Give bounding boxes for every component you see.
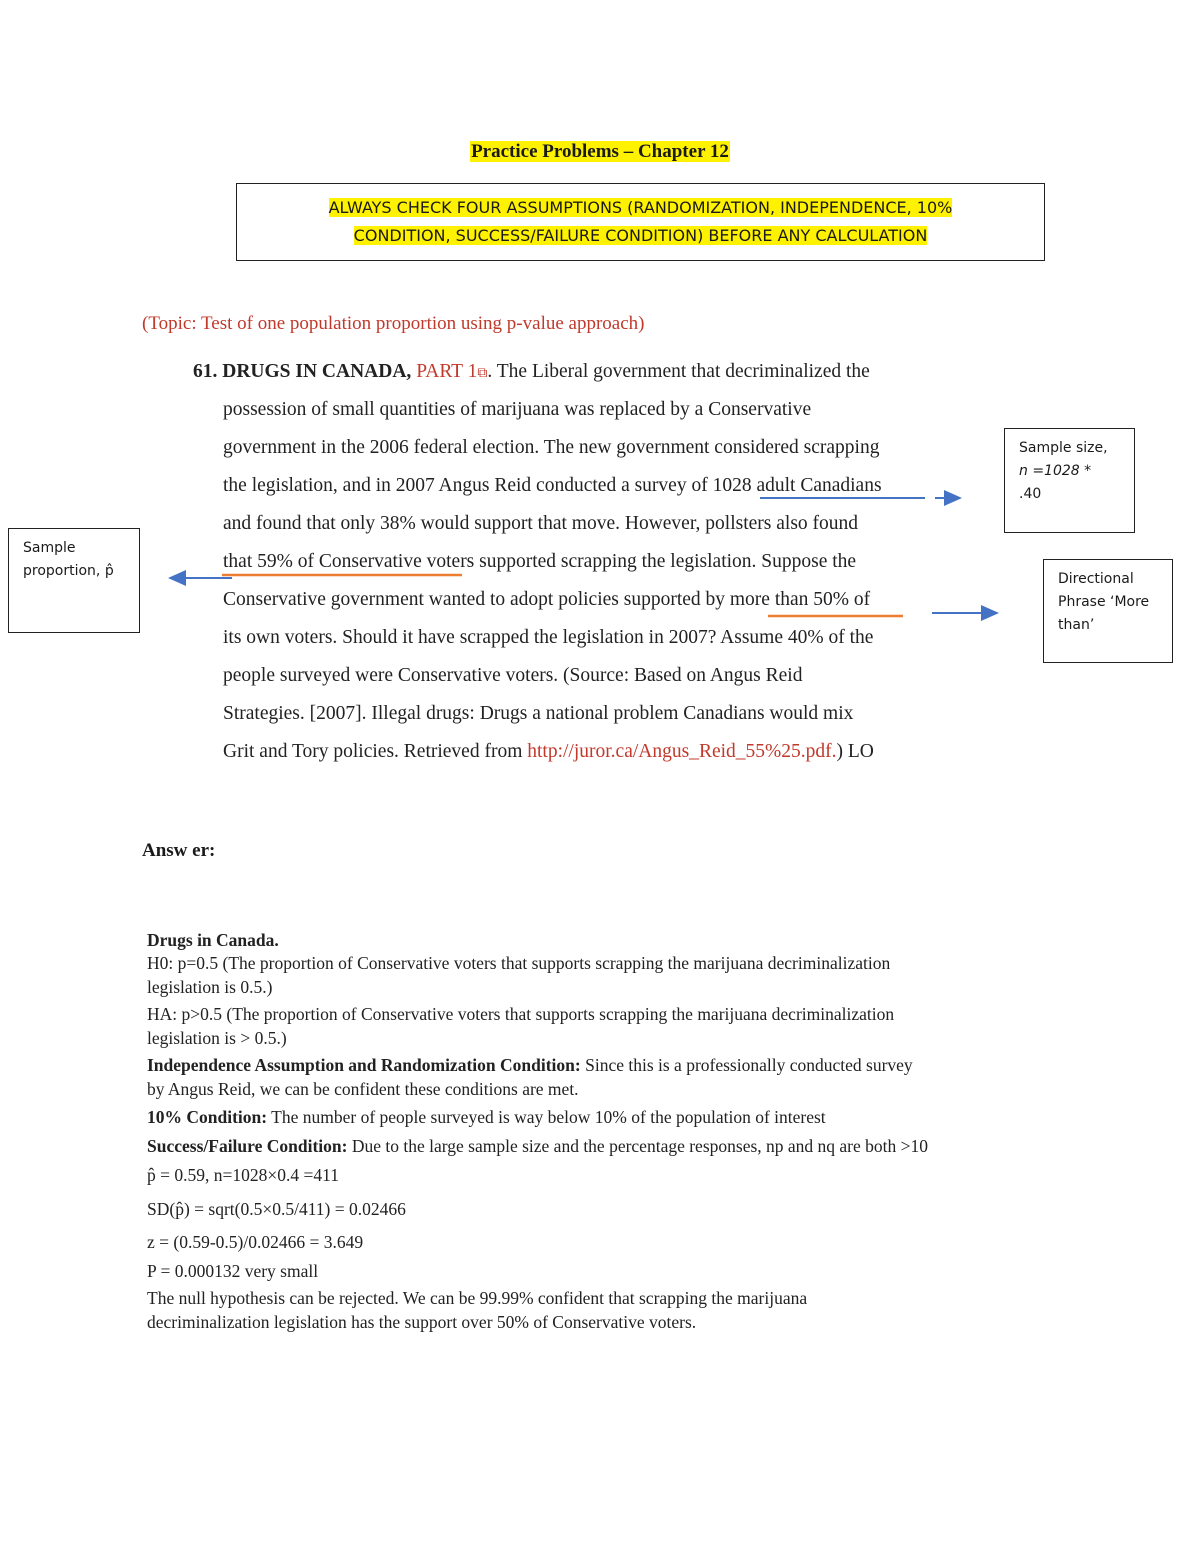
problem-line: Strategies. [2007]. Illegal drugs: Drugs a national problem Canadians would mix xyxy=(223,703,854,724)
problem-line: its own voters. Should it have scrapped the legislation in 2007? Assume 40% of the xyxy=(223,627,874,648)
source-link[interactable]: http://juror.ca/Angus_Reid_55%25.pdf. xyxy=(527,741,837,762)
standard-deviation-calc: SD(p̂) = sqrt(0.5×0.5/411) = 0.02466 xyxy=(147,1199,406,1219)
z-score-calc: z = (0.59-0.5)/0.02466 = 3.649 xyxy=(147,1232,364,1252)
conclusion-cont: decriminalization legislation has the support over 50% of Conservative voters. xyxy=(147,1312,697,1332)
problem-line: Conservative government wanted to adopt policies supported by more than 50% of xyxy=(223,589,871,610)
independence-condition-cont: by Angus Reid, we can be confident these conditions are met. xyxy=(147,1079,579,1099)
problem-line: possession of small quantities of marijuana was replaced by a Conservative xyxy=(223,399,812,420)
success-failure-condition: Success/Failure Condition: Due to the large sample size and the percentage responses, np and nq are both >10 xyxy=(147,1136,929,1156)
problem-last-line: Grit and Tory policies. Retrieved from http://juror.ca/Angus_Reid_55%25.pdf.) LO xyxy=(223,741,874,762)
p-value: P = 0.000132 very small xyxy=(147,1261,319,1281)
answer-label: Answ er: xyxy=(142,840,216,861)
problem-line: government in the 2006 federal election. The new government considered scrapping xyxy=(223,437,880,458)
callout-sample-proportion: Sample proportion, p̂ xyxy=(8,528,140,633)
problem-line: people surveyed were Conservative voters. (Source: Based on Angus Reid xyxy=(223,665,803,686)
callout-sample-size: Sample size, n =1028 * .40 xyxy=(1004,428,1135,533)
problem-line: and found that only 38% would support that move. However, pollsters also found xyxy=(223,513,859,534)
problem-part-link[interactable]: PART 1 xyxy=(416,361,478,382)
assumptions-line-1: ALWAYS CHECK FOUR ASSUMPTIONS (RANDOMIZATION, INDEPENDENCE, 10% xyxy=(328,198,953,217)
problem-line: . The Liberal government that decriminalized the xyxy=(487,361,870,382)
null-hypothesis: H0: p=0.5 (The proportion of Conservative voters that supports scrapping the marijuana decriminalization xyxy=(147,953,891,973)
answer-heading: Drugs in Canada. xyxy=(147,930,279,950)
null-hypothesis-cont: legislation is 0.5.) xyxy=(147,977,273,997)
sample-proportion-calc: p̂ = 0.59, n=1028×0.4 =411 xyxy=(147,1165,339,1185)
conclusion: The null hypothesis can be rejected. We can be 99.99% confident that scrapping the marijuana xyxy=(147,1288,808,1308)
problem-line: that 59% of Conservative voters supported scrapping the legislation. Suppose the xyxy=(223,551,857,572)
external-link-icon[interactable]: ⧉ xyxy=(477,366,488,381)
callout-directional-phrase: Directional Phrase ‘More than’ xyxy=(1043,559,1173,663)
assumptions-line-2: CONDITION, SUCCESS/FAILURE CONDITION) BEFORE ANY CALCULATION xyxy=(353,226,928,245)
page-title: Practice Problems – Chapter 12 xyxy=(471,141,729,162)
ten-percent-condition: 10% Condition: The number of people surveyed is way below 10% of the population of interest xyxy=(147,1107,826,1127)
topic-line: (Topic: Test of one population proportion using p-value approach) xyxy=(142,313,645,334)
problem-number: 61. xyxy=(193,361,218,382)
problem-line: the legislation, and in 2007 Angus Reid conducted a survey of 1028 adult Canadians xyxy=(223,475,882,496)
problem-heading: DRUGS IN CANADA, xyxy=(222,361,412,382)
alt-hypothesis-cont: legislation is > 0.5.) xyxy=(147,1028,287,1048)
alt-hypothesis: HA: p>0.5 (The proportion of Conservative voters that supports scrapping the marijuana decriminalization xyxy=(147,1004,895,1024)
independence-condition: Independence Assumption and Randomization Condition: Since this is a professionally conducted survey xyxy=(147,1055,913,1075)
